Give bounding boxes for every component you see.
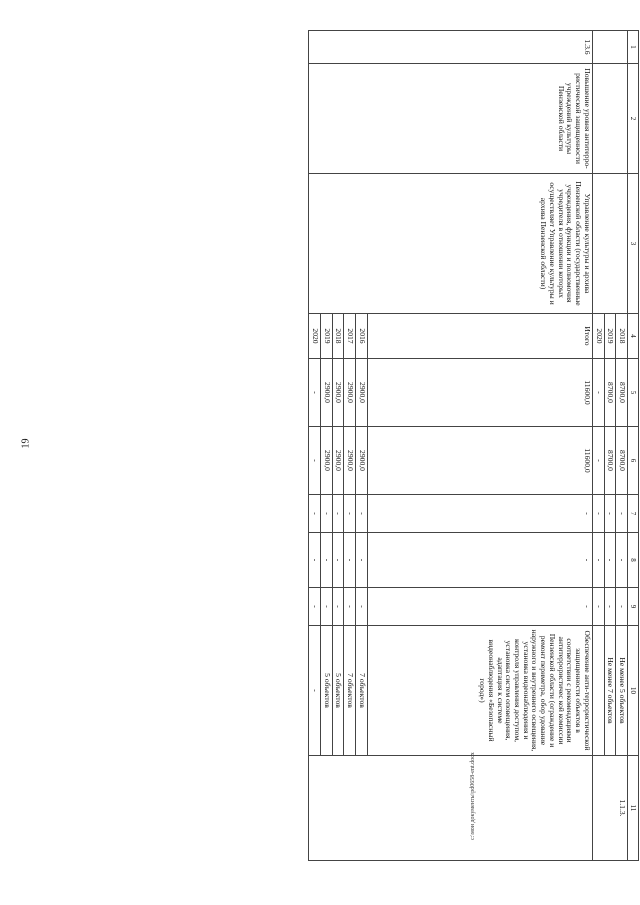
cell-empty [592,174,627,314]
amount-cell: 2900,0 [332,427,344,495]
dash-cell: - [604,533,616,588]
colnum-6: 6 [627,427,638,495]
dash-cell: - [592,588,604,626]
entry-executor: Управление культуры и архива Пензенской области (государственные учреждения, функции и полномочия учредителя в отношении которых осуществляет Управление культуры и архива Пензенской области) [309,174,593,314]
colnum-10: 10 [627,626,638,756]
amount-cell: 8700,0 [616,427,628,495]
dash-cell: - [367,588,592,626]
column-number-row [627,31,638,861]
colnum-4: 4 [627,314,638,359]
amount-cell: - [592,359,604,427]
table-row [616,31,628,861]
dash-cell: - [616,588,628,626]
result-cell: Не менее 7 объектов [604,626,616,756]
total-amount: 11600,0 [367,427,592,495]
dash-cell: - [592,495,604,533]
dash-cell: - [367,495,592,533]
amount-cell: 2900,0 [356,359,368,427]
dash-cell: - [344,588,356,626]
dash-cell: - [367,533,592,588]
year-cell: 2019 [604,314,616,359]
amount-cell: 2900,0 [344,427,356,495]
dash-cell: - [344,495,356,533]
amount-cell: 2900,0 [356,427,368,495]
cell-empty [592,31,627,64]
amount-cell: 2900,0 [344,359,356,427]
amount-cell: 2900,0 [320,427,332,495]
year-cell: 2017 [344,314,356,359]
dash-cell: - [592,533,604,588]
colnum-9: 9 [627,588,638,626]
colnum-1: 1 [627,31,638,64]
year-cell: 2020 [592,314,604,359]
dash-cell: - [332,533,344,588]
code-cell: 1.1.3. [592,756,627,861]
table-row [367,31,592,861]
year-cell: 2019 [320,314,332,359]
result-cell: 7 объектов [356,626,368,756]
colnum-5: 5 [627,359,638,427]
result-cell: 7 объектов [344,626,356,756]
amount-cell: 2900,0 [332,359,344,427]
dash-cell: - [332,588,344,626]
table-rotator [39,30,639,860]
result-cell [592,626,604,756]
result-description: Обеспечение анти-террористической защищенности объектов в соответствии с рекомендациями антитеррористичес кой комиссии Пензенской области (ограждение и ремонт периметра, обор удование наружного и внутреннего освещения, установка видеонаблюдения и контроля управления доступом, установка систем оповещения, адаптация к системе видеонаблюдения «Безопасный город») [367,626,592,756]
dash-cell: - [604,495,616,533]
total-label: Итого [367,314,592,359]
year-cell: 2018 [332,314,344,359]
amount-cell: - [309,359,321,427]
colnum-3: 3 [627,174,638,314]
amount-cell: 8700,0 [616,359,628,427]
dash-cell: - [356,533,368,588]
dash-cell: - [309,495,321,533]
amount-cell: 8700,0 [604,427,616,495]
entry-number: 1.3.6 [309,31,593,64]
dash-cell: - [309,588,321,626]
year-cell: 2016 [356,314,368,359]
dash-cell: - [616,495,628,533]
page-number: 19 [20,438,32,449]
dash-cell: - [356,588,368,626]
result-cell: 5 объектов [320,626,332,756]
cell-empty [592,64,627,174]
entry-name: Повышение уровня антитерро-ристической защищенности учреждений культуры Пензенской области [309,64,593,174]
year-cell: 2020 [309,314,321,359]
dash-cell: - [356,495,368,533]
cell-empty [309,756,593,861]
amount-cell: 8700,0 [604,359,616,427]
colnum-8: 8 [627,533,638,588]
total-amount: 11600,0 [367,359,592,427]
dash-cell: - [604,588,616,626]
amount-cell: - [592,427,604,495]
footer-file-path: c:\мои документы\pd0658-ent.docx [470,752,476,840]
year-cell: 2018 [616,314,628,359]
colnum-2: 2 [627,64,638,174]
colnum-11: 11 [627,756,638,861]
dash-cell: - [320,533,332,588]
dash-cell: - [320,588,332,626]
dash-cell: - [344,533,356,588]
dash-cell: - [332,495,344,533]
amount-cell: 2900,0 [320,359,332,427]
amount-cell: - [309,427,321,495]
result-cell: 5 объектов [332,626,344,756]
result-cell: Не менее 5 объектов [616,626,628,756]
dash-cell: - [320,495,332,533]
dash-cell: - [616,533,628,588]
dash-cell: - [309,533,321,588]
result-cell: - [309,626,321,756]
colnum-7: 7 [627,495,638,533]
